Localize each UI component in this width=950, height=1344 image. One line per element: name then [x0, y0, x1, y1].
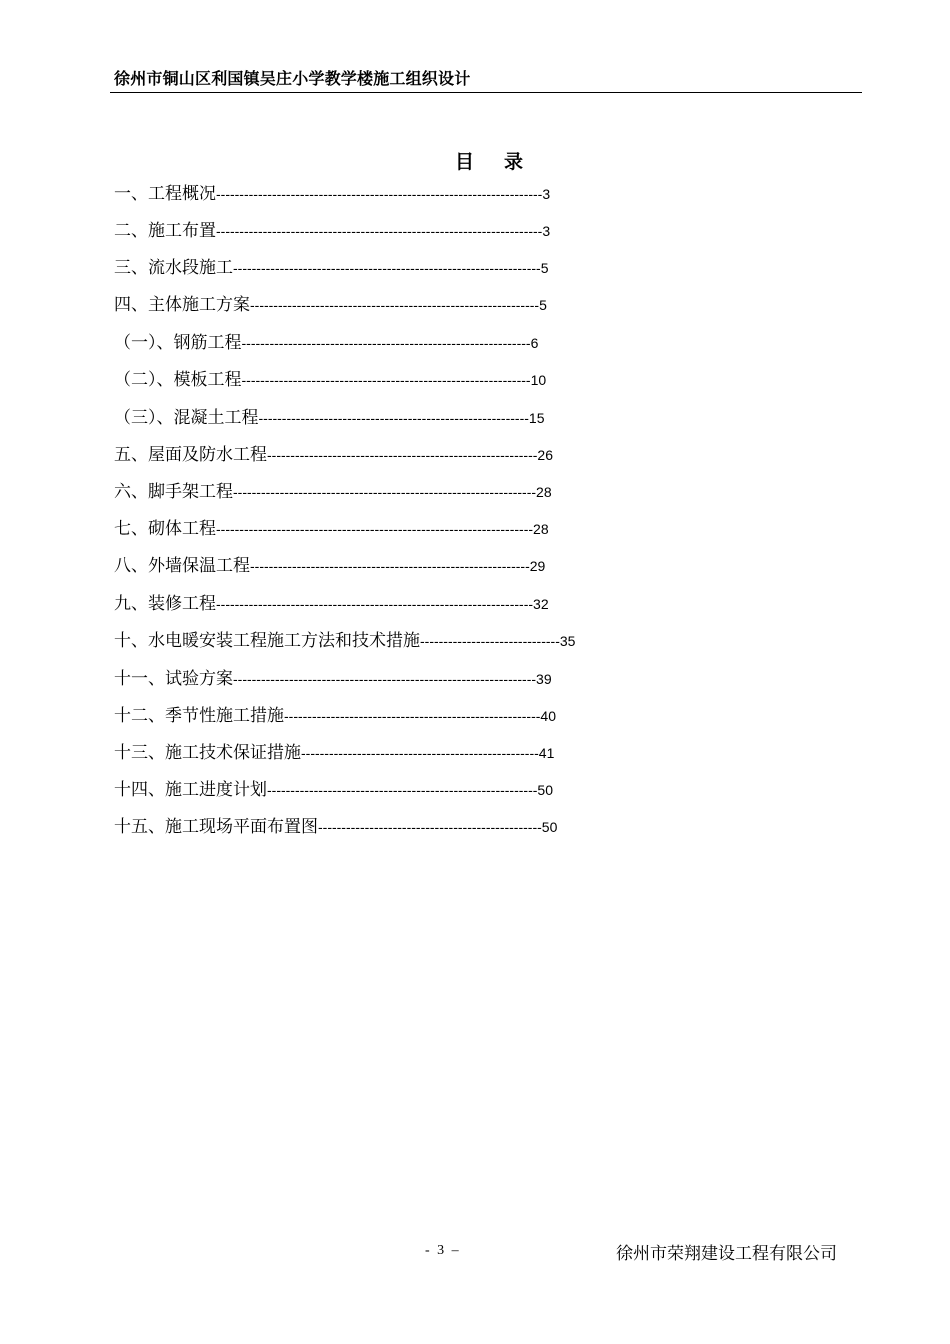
toc-entry-leader: -----------------------------------------------------------------: [233, 484, 537, 500]
toc-entry-page: 15: [528, 410, 545, 426]
toc-entry-label: 十三、施工技术保证措施: [114, 743, 301, 763]
toc-entry: [114, 220, 550, 242]
toc-entry-page: 26: [537, 447, 553, 463]
toc-entry: [114, 630, 575, 652]
toc-entry-page: 29: [529, 558, 546, 574]
toc-entry-leader: ----------------------------------------------------------: [267, 782, 538, 798]
toc-entry-leader: ------------------------------------------------------------: [250, 558, 530, 574]
toc-entry-label: 十五、施工现场平面布置图: [114, 817, 318, 837]
toc-entry-page: 39: [536, 671, 552, 687]
toc-entry-page: 28: [536, 484, 552, 500]
toc-entry-leader: --------------------------------------------------------------------: [216, 596, 534, 612]
toc-entry-page: 35: [559, 633, 576, 649]
toc-entry-leader: --------------------------------------------------------------------: [216, 521, 534, 537]
toc-entry-label: 四、主体施工方案: [114, 295, 250, 315]
toc-entry-leader: ------------------------------: [420, 633, 560, 649]
toc-entry: [114, 705, 556, 727]
toc-entry-label: 七、砌体工程: [114, 519, 216, 539]
toc-entry-leader: --------------------------------------------------------------: [250, 297, 540, 313]
toc-entry: [114, 294, 547, 316]
toc-entry-leader: -------------------------------------------------------: [284, 708, 541, 724]
toc-entry-label: 十四、施工进度计划: [114, 780, 267, 800]
header-divider: [110, 92, 862, 93]
toc-entry: [114, 369, 546, 391]
toc-entry: [114, 481, 552, 503]
toc-entry-label: 六、脚手架工程: [114, 482, 233, 502]
toc-entry-leader: -----------------------------------------------------------------: [233, 671, 537, 687]
toc-entry-leader: ----------------------------------------------------------------------: [216, 223, 543, 239]
toc-entry-leader: ----------------------------------------------------------------------: [216, 186, 543, 202]
toc-entry-label: 三、流水段施工: [114, 258, 233, 278]
toc-entry-label: 一、工程概况: [114, 184, 216, 204]
toc-entry-page: 3: [542, 223, 551, 239]
toc-title: [455, 147, 523, 174]
toc-entry-page: 41: [538, 745, 555, 761]
toc-entry-page: 50: [541, 819, 558, 835]
toc-entry-label: 十一、试验方案: [114, 669, 233, 689]
toc-entry: [114, 518, 549, 540]
toc-entry: [114, 668, 552, 690]
toc-entry-leader: ----------------------------------------------------------: [267, 447, 538, 463]
footer-page-number: - 3 –: [425, 1243, 461, 1258]
toc-entry-label: （三）、混凝土工程: [114, 408, 259, 428]
toc-entry-page: 5: [539, 297, 547, 313]
toc-entry: [114, 593, 549, 615]
toc-entry-label: （二）、模板工程: [114, 370, 242, 390]
toc-entry-leader: ------------------------------------------------------------------: [233, 260, 541, 276]
toc-title-char-2: 录: [504, 151, 524, 173]
toc-entry: [114, 779, 553, 801]
toc-entry-label: 八、外墙保温工程: [114, 556, 250, 576]
toc-entry-page: 10: [530, 372, 547, 388]
toc-entry-page: 32: [533, 596, 549, 612]
toc-entry-page: 3: [542, 186, 551, 202]
toc-entry: [114, 816, 557, 838]
toc-entry-page: 28: [533, 521, 549, 537]
toc-entry: [114, 444, 553, 466]
toc-entry-leader: ------------------------------------------------: [318, 819, 542, 835]
toc-entry-label: 十、水电暖安装工程施工方法和技术措施: [114, 631, 420, 651]
footer-company-name: 徐州市荣翔建设工程有限公司: [616, 1244, 837, 1264]
toc-title-char-1: 目: [455, 151, 475, 173]
toc-entry: [114, 183, 550, 205]
toc-entry: [114, 257, 549, 279]
toc-entry-leader: ----------------------------------------------------------: [258, 410, 529, 426]
toc-entry-label: 五、屋面及防水工程: [114, 445, 267, 465]
header-title: 徐州市铜山区利国镇吴庄小学教学楼施工组织设计: [114, 69, 471, 88]
toc-entry-page: 5: [540, 260, 549, 276]
toc-entry: [114, 332, 538, 354]
toc-entry-label: 十二、季节性施工措施: [114, 706, 284, 726]
toc-entry-leader: --------------------------------------------------------------: [241, 335, 531, 351]
toc-entry: [114, 742, 554, 764]
toc-entry-leader: ---------------------------------------------------: [301, 745, 539, 761]
toc-entry-page: 50: [537, 782, 553, 798]
toc-entry-page: 6: [530, 335, 539, 351]
toc-entry-label: （一）、钢筋工程: [114, 333, 242, 353]
toc-entry-leader: --------------------------------------------------------------: [241, 372, 531, 388]
toc-entry-label: 九、装修工程: [114, 594, 216, 614]
toc-entry-page: 40: [540, 708, 556, 724]
toc-entry-label: 二、施工布置: [114, 221, 216, 241]
toc-entry: [114, 555, 545, 577]
toc-entry: [114, 407, 544, 429]
